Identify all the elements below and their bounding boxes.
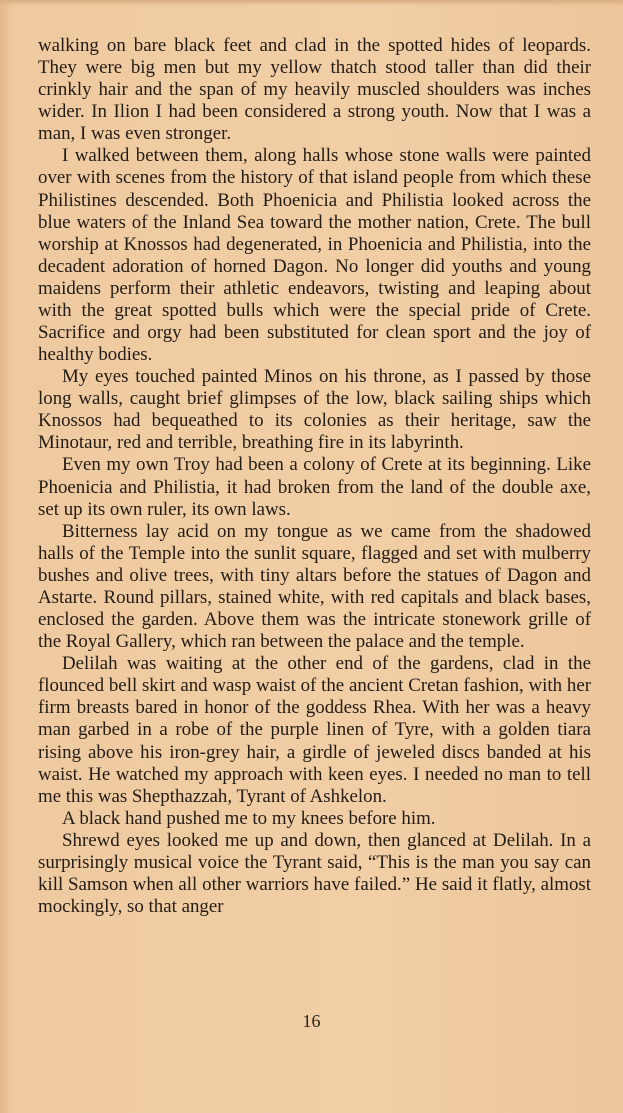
paragraph-5: Bitterness lay acid on my tongue as we came from the shadowed halls of the Temple into the sunlit square, flagged and set with mulberry bushes and olive trees, with tiny altars before the statues of Dagon and Astarte. Round pillars, stained white, with red capitals and black bases, enclosed the garden. Above them was the intricate stonework grille of the Royal Gallery, which ran between the palace and the temple. xyxy=(38,520,591,653)
paragraph-1: walking on bare black feet and clad in the spotted hides of leopards. They were big men but my yellow thatch stood taller than did their crinkly hair and the span of my heavily muscled shoulders was inches wider. In Ilion I had been considered a strong youth. Now that I was a man, I was even stronger. xyxy=(38,35,591,145)
paragraph-6: Delilah was waiting at the other end of the gardens, clad in the flounced bell skirt and wasp waist of the ancient Cretan fashion, with her firm breasts bared in honor of the goddess Rhea. With her was a heavy man garbed in a robe of the purple linen of Tyre, with a golden tiara rising above his iron-grey hair, a girdle of jeweled discs banded at his waist. He watched my approach with keen eyes. I needed no man to tell me this was Shepthazzah, Tyrant of Ashkelon. xyxy=(38,653,591,807)
paragraph-4: Even my own Troy had been a colony of Crete at its beginning. Like Phoenicia and Philistia, it had broken from the land of the double axe, set up its own ruler, its own laws. xyxy=(38,454,591,520)
paragraph-2: I walked between them, along halls whose stone walls were painted over with scenes from the history of that island people from which these Philistines descended. Both Phoenicia and Philistia looked across the blue waters of the Inland Sea toward the mother nation, Crete. The bull worship at Knossos had degenerated, in Phoenicia and Philistia, into the decadent adoration of horned Dagon. No longer did youths and young maidens perform their athletic endeavors, twisting and leaping about with the great spotted bulls which were the special pride of Crete. Sacrifice and orgy had been substituted for clean sport and the joy of healthy bodies. xyxy=(38,145,591,366)
page-number: 16 xyxy=(302,1011,321,1031)
page-top-edge xyxy=(0,0,623,6)
paragraph-8: Shrewd eyes looked me up and down, then glanced at Delilah. In a surprisingly musical voice the Tyrant said, “This is the man you say can kill Samson when all other warriors have failed.” He said it flatly, almost mockingly, so that anger xyxy=(38,829,591,918)
body-text xyxy=(38,35,591,918)
paragraph-3: My eyes touched painted Minos on his throne, as I passed by those long walls, caught brief glimpses of the low, black sailing ships which Knossos had bequeathed to its colonies as their heritage, saw the Minotaur, red and terrible, breathing fire in its labyrinth. xyxy=(38,366,591,454)
paragraph-7: A black hand pushed me to my knees before him. xyxy=(62,807,436,829)
